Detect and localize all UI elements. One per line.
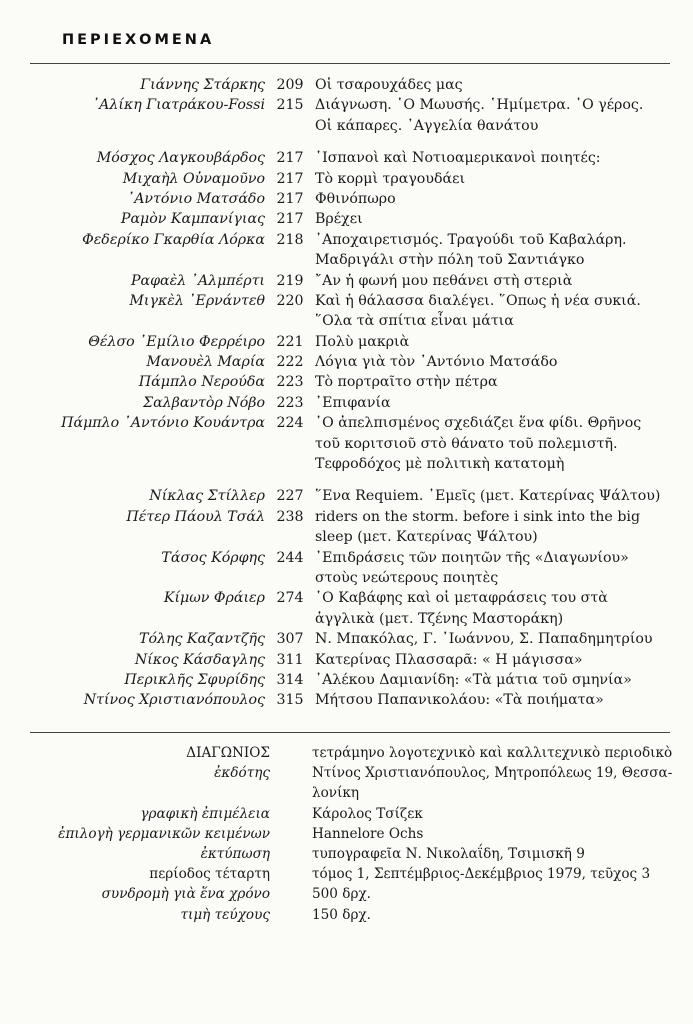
- toc-work-title: ῾Ισπανοὶ καὶ Νοτιοαμερικανοὶ ποιητές:: [315, 150, 601, 167]
- toc-page-number: 244: [276, 549, 304, 566]
- toc-page-number: 311: [276, 651, 304, 668]
- toc-entry[interactable]: [0, 690, 693, 710]
- colophon-value: τόμος 1, Σεπτέμβριος-Δεκέμβριος 1979, τεῦχος 3: [312, 866, 651, 883]
- toc-line: [0, 271, 693, 291]
- toc-work-title: ῎Αν ἡ φωνή μου πεθάνει στὴ στεριὰ: [315, 272, 573, 289]
- colophon-label: [0, 783, 270, 803]
- toc-author: Θέλσο ᾿Εμίλιο Φερρέιρο: [88, 333, 265, 350]
- toc-line: [0, 588, 693, 608]
- toc-page-number: 217: [276, 150, 304, 167]
- toc-page-number: [265, 609, 315, 629]
- toc-work-title: Λόγια γιὰ τὸν ᾿Αντόνιο Ματσάδο: [315, 354, 558, 371]
- colophon-row: [0, 763, 693, 783]
- toc-page-number: 220: [276, 292, 304, 309]
- toc-entry[interactable]: [0, 189, 693, 209]
- toc-page-number: 224: [276, 415, 304, 432]
- colophon-row: [0, 783, 693, 803]
- toc-work-title: sleep (μετ. Κατερίνας Ψάλτου): [315, 529, 538, 546]
- toc-page-number: 221: [276, 333, 304, 350]
- toc-entry[interactable]: [0, 372, 693, 392]
- toc-author: Πάμπλο ᾿Αντόνιο Κουάντρα: [61, 415, 265, 432]
- toc-work-title: Καὶ ἡ θάλασσα διαλέγει. ῞Οπως ἡ νέα συκιά.: [315, 292, 641, 309]
- toc-work-title: Μαδριγάλι στὴν πόλη τοῦ Σαντιάγκο: [315, 252, 585, 269]
- toc-page-number: 274: [276, 590, 304, 607]
- toc-work-title: Φθινόπωρο: [315, 190, 396, 207]
- toc-work-title: ᾿Επιφανία: [315, 394, 391, 411]
- colophon-value: Κάρολος Τσίζεκ: [312, 805, 423, 822]
- toc-line: [0, 372, 693, 392]
- toc-line: [0, 548, 693, 568]
- toc-author: Κίμων Φράιερ: [163, 590, 265, 607]
- section-gap: [0, 136, 693, 148]
- toc-page-number: 215: [276, 97, 304, 114]
- toc-page-number: 222: [276, 354, 304, 371]
- toc-page-number: 217: [276, 170, 304, 187]
- toc-entry[interactable]: [0, 670, 693, 690]
- toc-page-number: [265, 250, 315, 270]
- toc-line: [0, 629, 693, 649]
- toc-work-title: Τεφροδόχος μὲ πολιτικὴ κατατομὴ: [315, 456, 565, 473]
- toc-work-title: ῾Ο Καβάφης καὶ οἱ μεταφράσεις του στὰ: [315, 590, 608, 607]
- colophon-value: 150 δρχ.: [312, 906, 372, 923]
- colophon-label: περίοδος τέταρτη: [149, 866, 270, 883]
- toc-work-title: ᾿Επιδράσεις τῶν ποιητῶν τῆς «Διαγωνίου»: [315, 549, 629, 566]
- toc-line: [0, 332, 693, 352]
- toc-entry[interactable]: [0, 148, 693, 168]
- toc-line: [0, 116, 693, 136]
- toc-author: Φεδερίκο Γκαρθία Λόρκα: [82, 231, 265, 248]
- toc-work-title: riders on the storm. before i sink into the big: [315, 508, 641, 525]
- colophon-row: [0, 884, 693, 904]
- colophon-label: γραφικὴ ἐπιμέλεια: [140, 805, 270, 822]
- toc-author: ᾿Αλίκη Γιατράκου-Fossi: [92, 97, 265, 114]
- toc-page-number: 223: [276, 394, 304, 411]
- toc-author: [0, 434, 265, 454]
- colophon-label: ἐκτύπωση: [200, 845, 270, 862]
- toc-author: Πέτερ Πάουλ Τσάλ: [126, 508, 265, 525]
- toc-entry[interactable]: [0, 230, 693, 271]
- toc-page-number: 217: [276, 211, 304, 228]
- toc-entry[interactable]: [0, 393, 693, 413]
- colophon-label: τιμὴ τεύχους: [180, 906, 270, 923]
- toc-entry[interactable]: [0, 507, 693, 548]
- toc-author: Τάσος Κόρφης: [161, 549, 265, 566]
- toc-page-number: 218: [276, 231, 304, 248]
- colophon-value: λονίκη: [312, 785, 360, 802]
- toc-line: [0, 486, 693, 506]
- colophon-row: [0, 824, 693, 844]
- toc-work-title: Τὸ πορτραῖτο στὴν πέτρα: [315, 374, 498, 391]
- section-gap: [0, 474, 693, 486]
- colophon-row: [0, 844, 693, 864]
- toc-page-number: 238: [276, 508, 304, 525]
- toc-page-number: 307: [276, 631, 304, 648]
- toc-author: Γιάννης Στάρκης: [140, 77, 265, 93]
- toc-line: [0, 670, 693, 690]
- toc-author: Τόλης Καζαντζῆς: [138, 631, 265, 648]
- toc-author: [0, 250, 265, 270]
- toc-line: [0, 75, 693, 95]
- colophon-label: ἐπιλογὴ γερμανικῶν κειμένων: [58, 825, 270, 842]
- toc-entry[interactable]: [0, 629, 693, 649]
- colophon-value: 500 δρχ.: [312, 886, 372, 903]
- toc-work-title: ῞Ενα Requiem. ᾿Εμεῖς (μετ. Κατερίνας Ψάλτου): [315, 488, 661, 505]
- toc-line: [0, 393, 693, 413]
- toc-page-number: 209: [276, 77, 304, 93]
- toc-entry[interactable]: [0, 352, 693, 372]
- colophon-value: Ντίνος Χριστιανόπουλος, Μητροπόλεως 19, Θεσσα-: [312, 765, 673, 782]
- toc-entry[interactable]: [0, 588, 693, 629]
- toc-entry[interactable]: [0, 332, 693, 352]
- colophon-value: τετράμηνο λογοτεχνικὸ καὶ καλλιτεχνικὸ περιοδικὸ: [312, 745, 673, 761]
- toc-work-title: ᾿Αποχαιρετισμός. Τραγούδι τοῦ Καβαλάρη.: [315, 231, 627, 248]
- toc-entry[interactable]: [0, 95, 693, 136]
- colophon-label: ΔΙΑΓΩΝΙΟΣ: [186, 745, 270, 761]
- colophon-row: [0, 804, 693, 824]
- toc-author: [0, 568, 265, 588]
- toc-page-number: 315: [276, 692, 304, 709]
- toc-entry[interactable]: [0, 291, 693, 332]
- toc-work-title: Οἱ κάπαρες. ᾿Αγγελία θανάτου: [315, 117, 539, 134]
- toc-author: Πάμπλο Νερούδα: [138, 374, 265, 391]
- colophon-value: τυπογραφεῖα Ν. Νικολαΐδη, Τσιμισκῆ 9: [312, 845, 585, 862]
- colophon-label: συνδρομὴ γιὰ ἕνα χρόνο: [101, 886, 270, 903]
- top-divider: [30, 63, 670, 64]
- colophon-row: [0, 743, 693, 763]
- toc-author: [0, 116, 265, 136]
- colophon-label: ἐκδότης: [214, 765, 270, 782]
- toc-line: [0, 230, 693, 250]
- colophon-row: [0, 864, 693, 884]
- toc-author: Νίκος Κάσδαγλης: [134, 651, 265, 668]
- toc-line: [0, 527, 693, 547]
- toc-entry[interactable]: [0, 169, 693, 189]
- toc-line: [0, 189, 693, 209]
- toc-page-number: 217: [276, 190, 304, 207]
- toc-page-number: 219: [276, 272, 304, 289]
- toc-work-title: τοῦ κοριτσιοῦ στὸ θάνατο τοῦ πολεμιστῆ.: [315, 435, 618, 452]
- toc-line: [0, 95, 693, 115]
- toc-entry[interactable]: [0, 209, 693, 229]
- toc-entry[interactable]: [0, 548, 693, 589]
- toc-author: Μιγκὲλ ᾿Ερνάντεθ: [129, 292, 265, 309]
- toc-line: [0, 507, 693, 527]
- toc-line: [0, 169, 693, 189]
- toc-entry[interactable]: [0, 650, 693, 670]
- colophon: [0, 743, 693, 925]
- toc-page-number: [265, 434, 315, 454]
- toc-line: [0, 434, 693, 454]
- toc-work-title: Κατερίνας Πλασσαρᾶ: « Η μάγισσα»: [315, 651, 583, 668]
- toc-work-title: ᾿Αλέκου Δαμιανίδη: «Τὰ μάτια τοῦ σμηνία»: [315, 671, 632, 688]
- toc-entry[interactable]: [0, 75, 693, 95]
- toc-line: [0, 311, 693, 331]
- table-of-contents: [0, 75, 693, 711]
- toc-author: ᾿Αντόνιο Ματσάδο: [127, 190, 265, 207]
- toc-work-title: Τὸ κορμὶ τραγουδάει: [315, 170, 466, 187]
- toc-entry[interactable]: [0, 486, 693, 506]
- toc-work-title: στοὺς νεώτερους ποιητὲς: [315, 569, 499, 586]
- colophon-value: Hannelore Ochs: [312, 825, 424, 842]
- toc-page-number: 314: [276, 671, 304, 688]
- toc-author: [0, 609, 265, 629]
- toc-author: Περικλῆς Σφυρίδης: [124, 671, 265, 688]
- toc-author: [0, 454, 265, 474]
- toc-line: [0, 250, 693, 270]
- page-title: ΠΕΡΙΕΧΟΜΕΝΑ: [62, 32, 215, 48]
- toc-author: Μιχαὴλ Οὐναμοῦνο: [122, 170, 265, 187]
- toc-line: [0, 650, 693, 670]
- toc-work-title: Βρέχει: [315, 211, 363, 228]
- toc-work-title: ῾Ο ἀπελπισμένος σχεδιάζει ἕνα φίδι. Θρῆνος: [315, 415, 642, 432]
- toc-author: Ραμὸν Καμπανίγιας: [120, 211, 265, 228]
- toc-line: [0, 568, 693, 588]
- toc-page-number: [265, 311, 315, 331]
- toc-work-title: ἀγγλικὰ (μετ. Τζένης Μαστοράκη): [315, 610, 564, 627]
- toc-work-title: Ν. Μπακόλας, Γ. ᾿Ιωάννου, Σ. Παπαδημητρίου: [315, 631, 653, 648]
- toc-work-title: Μήτσου Παπανικολάου: «Τὰ ποιήματα»: [315, 692, 604, 709]
- toc-page-number: [265, 527, 315, 547]
- toc-line: [0, 352, 693, 372]
- toc-author: Ντίνος Χριστιανόπουλος: [83, 692, 265, 709]
- toc-work-title: Διάγνωση. ῾Ο Μωυσής. ῾Ημίμετρα. ῾Ο γέρος.: [315, 97, 644, 114]
- toc-line: [0, 413, 693, 433]
- toc-author: Σαλβαντὸρ Νόβο: [143, 394, 265, 411]
- toc-author: Ραφαὲλ ᾿Αλμπέρτι: [131, 272, 265, 289]
- toc-line: [0, 148, 693, 168]
- toc-work-title: Πολὺ μακριὰ: [315, 333, 410, 350]
- toc-work-title: ῞Ολα τὰ σπίτια εἶναι μάτια: [315, 313, 514, 330]
- toc-line: [0, 209, 693, 229]
- toc-page-number: 227: [276, 488, 304, 505]
- toc-entry[interactable]: [0, 413, 693, 474]
- toc-page-number: 223: [276, 374, 304, 391]
- toc-entry[interactable]: [0, 271, 693, 291]
- toc-line: [0, 454, 693, 474]
- toc-page-number: [265, 568, 315, 588]
- colophon-divider: [30, 732, 670, 733]
- toc-author: Μανουὲλ Μαρία: [146, 354, 265, 371]
- toc-author: [0, 527, 265, 547]
- toc-author: Μόσχος Λαγκουβάρδος: [96, 150, 265, 167]
- colophon-row: [0, 905, 693, 925]
- toc-line: [0, 291, 693, 311]
- toc-author: [0, 311, 265, 331]
- toc-work-title: Οἱ τσαρουχάδες μας: [315, 77, 463, 93]
- toc-page-number: [265, 454, 315, 474]
- toc-line: [0, 609, 693, 629]
- toc-page-number: [265, 116, 315, 136]
- toc-author: Νίκλας Στίλλερ: [149, 488, 265, 505]
- toc-line: [0, 690, 693, 710]
